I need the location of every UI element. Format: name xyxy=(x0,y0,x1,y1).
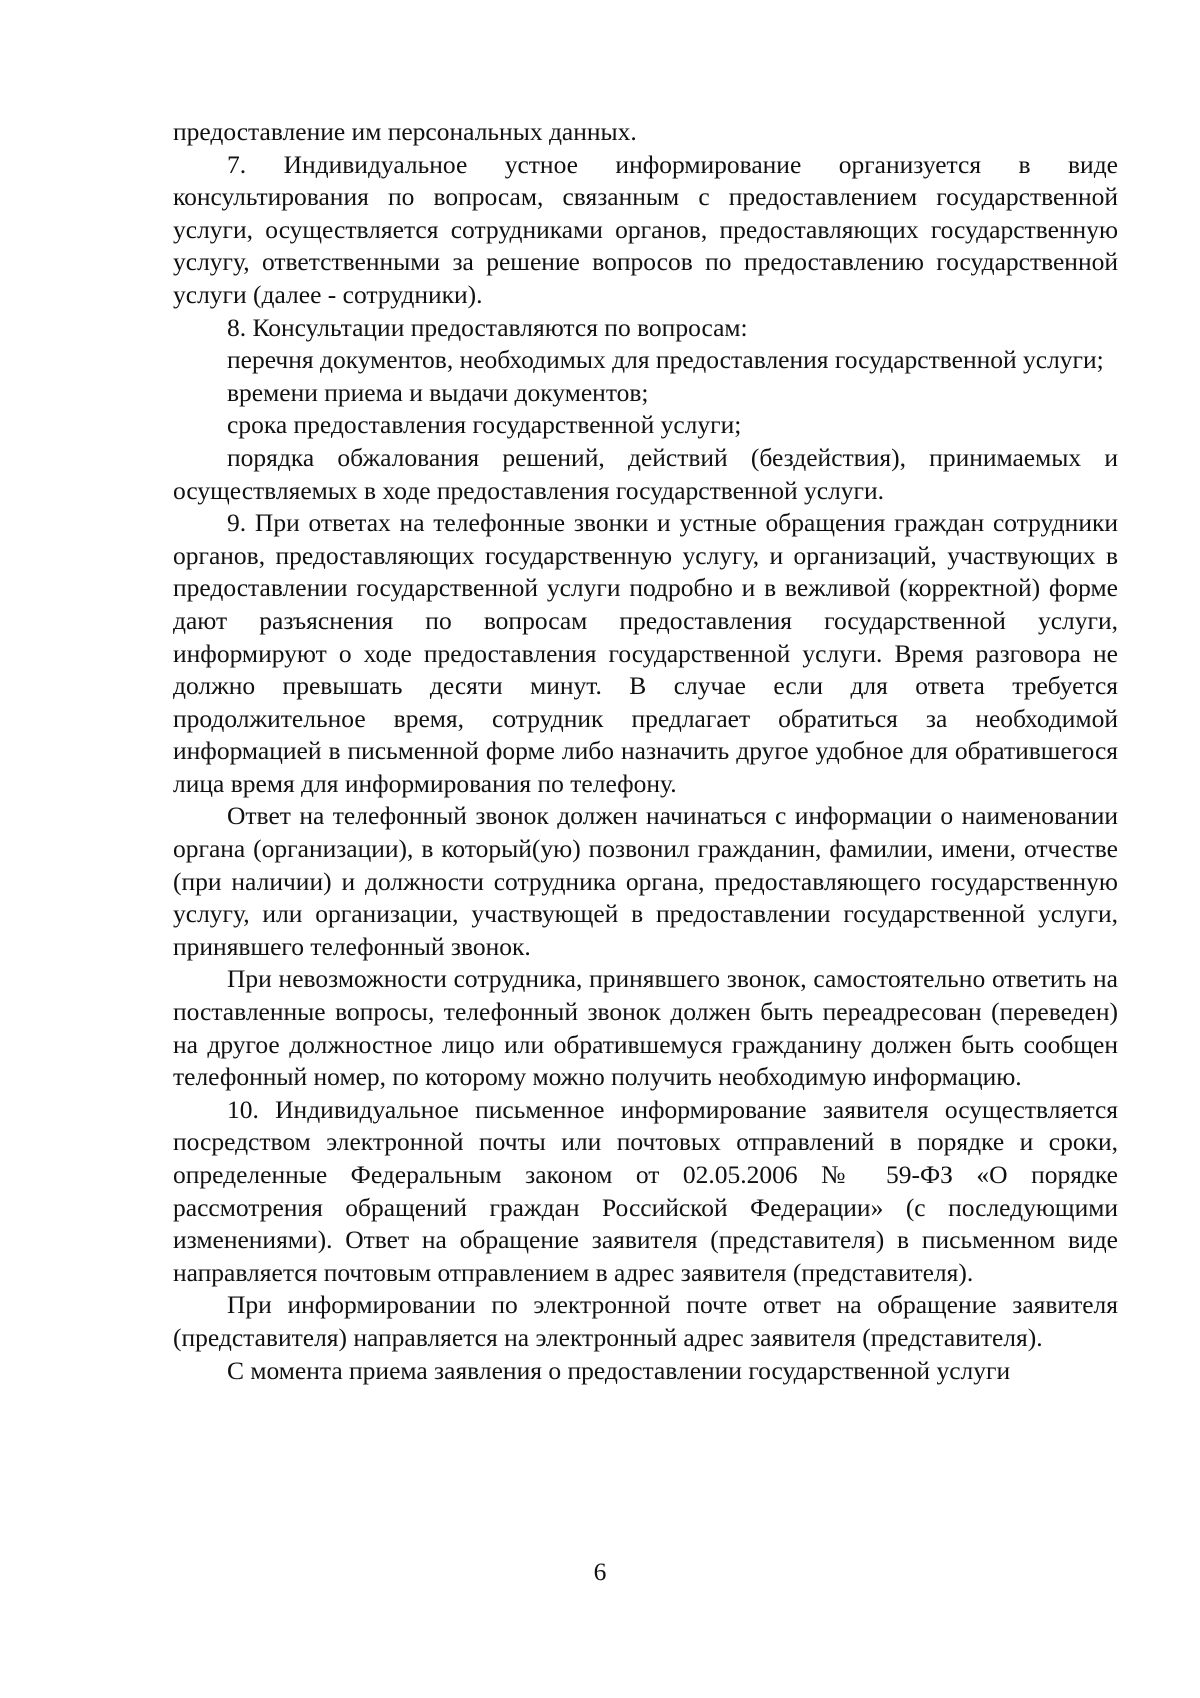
consultation-item-documents-list: перечня документов, необходимых для предоставления государственной услуги; xyxy=(227,345,1104,375)
consultation-item-service-term: срока предоставления государственной услуги; xyxy=(227,410,742,440)
document-body xyxy=(173,116,1118,1387)
paragraph-8-consultations: 8. Консультации предоставляются по вопросам: xyxy=(227,312,748,342)
paragraph-7-oral-informing: 7. Индивидуальное устное информирование организуется в виде консультирования по вопросам, связанным с предоставлением государственной услуги, осуществляется сотрудниками органов, предоставляющих государственную услугу, ответственными за решение вопросов по предоставлению государственной услуги (далее - сотрудники). xyxy=(173,149,1118,309)
paragraph-call-redirect: При невозможности сотрудника, принявшего звонок, самостоятельно ответить на поставленные вопросы, телефонный звонок должен быть переадресован (переведен) на другое должностное лицо или обратившемуся гражданину должен быть сообщен телефонный номер, по которому можно получить необходимую информацию. xyxy=(173,964,1118,1092)
paragraph-personal-data-end: предоставление им персональных данных. xyxy=(173,117,637,146)
paragraph-10-written-informing: 10. Индивидуальное письменное информирование заявителя осуществляется посредством электронной почты или почтовых отправлений в порядке и сроки, определенные Федеральным законом от 02.05.2006 № 59-ФЗ «О порядке рассмотрения обращений граждан Российской Федерации» (с последующими изменениями). Ответ на обращение заявителя (представителя) в письменном виде направляется почтовым отправлением в адрес заявителя (представителя). xyxy=(173,1094,1118,1287)
paragraph-phone-answer: Ответ на телефонный звонок должен начинаться с информации о наименовании органа (организации), в который(ую) позвонил гражданин, фамилии, имени, отчестве (при наличии) и должности сотрудника органа, предоставляющего государственную услугу, или организации, участвующей в предоставлении государственной услуги, принявшего телефонный звонок. xyxy=(173,801,1118,961)
paragraph-email-informing: При информировании по электронной почте ответ на обращение заявителя (представителя) направляется на электронный адрес заявителя (представителя). xyxy=(173,1290,1118,1352)
paragraph-application-receipt: С момента приема заявления о предоставлении государственной услуги xyxy=(227,1355,1011,1385)
paragraph-9-phone-calls: 9. При ответах на телефонные звонки и устные обращения граждан сотрудники органов, предоставляющих государственную услугу, и организаций, участвующих в предоставлении государственной услуги подробно и в вежливой (корректной) форме дают разъяснения по вопросам предоставления государственной услуги, информируют о ходе предоставления государственной услуги. Время разговора не должно превышать десяти минут. В случае если для ответа требуется продолжительное время, сотрудник предлагает обратиться за необходимой информацией в письменной форме либо назначить другое удобное для обратившегося лица время для информирования по телефону. xyxy=(173,508,1118,798)
consultation-item-appeal-procedure: порядка обжалования решений, действий (бездействия), принимаемых и осуществляемых в ходе предоставления государственной услуги. xyxy=(173,442,1118,505)
page-number: 6 xyxy=(593,1557,607,1586)
consultation-item-reception-time: времени приема и выдачи документов; xyxy=(227,377,649,407)
